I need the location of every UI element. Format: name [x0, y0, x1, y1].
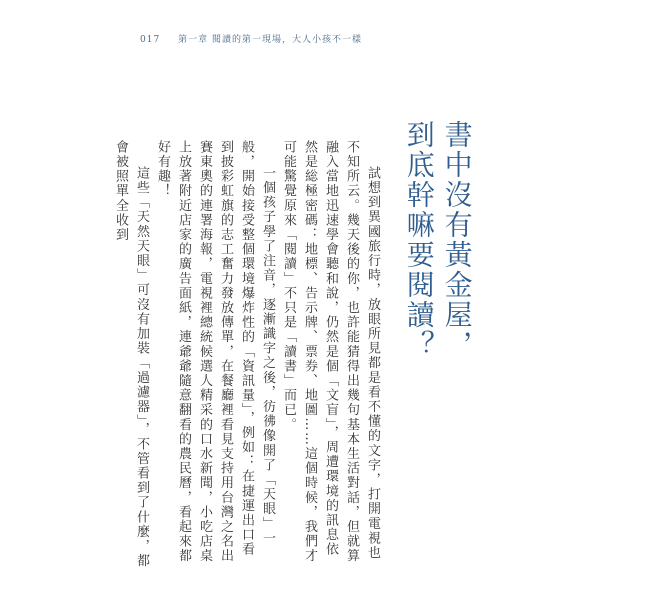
paragraph-1: 試想到異國旅行時，放眼所見都是看不懂的文字，打開電視也不知所云。幾天後的你，也許能猜得出幾句基本生活對話，但就算融入當地迅速學會聽和說，仍然是個「文盲」，周遭環境的訊息依然是総極密碼：地標、告示牌、票券、地圖……這個時候，我們才可能驚覺原來「閱讀」不只是「讀書」而已。 [281, 140, 380, 564]
paragraph-3: 這些「天然天眼」可沒有加裝「過濾器」，不管看到了什麼，都會被照單全收到 [113, 140, 149, 569]
heading-line-1: 書中沒有黃金屋， [440, 120, 474, 360]
heading-line-2: 到底幹嘛要閱讀？ [402, 120, 436, 360]
body-text [110, 140, 383, 570]
page-number: 017 [140, 35, 161, 45]
paragraph-2: 一個孩子學了注音，逐漸識字之後，彷彿像開了「天眼」一般，開始接受整個環境爆炸性的「資訊量」，例如：在捷運出口看到披彩虹旗的志工奮力發放傳單，在餐廳裡看見支持用台灣之名出賽東奧的連署海報，電視裡總統候選人精采的口水新聞，小吃店桌上放著附近店家的廣告面紙，連爺爺隨意翻看的農民曆，看起來都好有趣！ [155, 140, 275, 564]
chapter-label: 第一章 [178, 35, 209, 45]
section-title: 閱讀的第一現場，大人小孩不一樣 [211, 35, 362, 45]
running-header [140, 32, 362, 45]
section-heading [400, 120, 476, 360]
